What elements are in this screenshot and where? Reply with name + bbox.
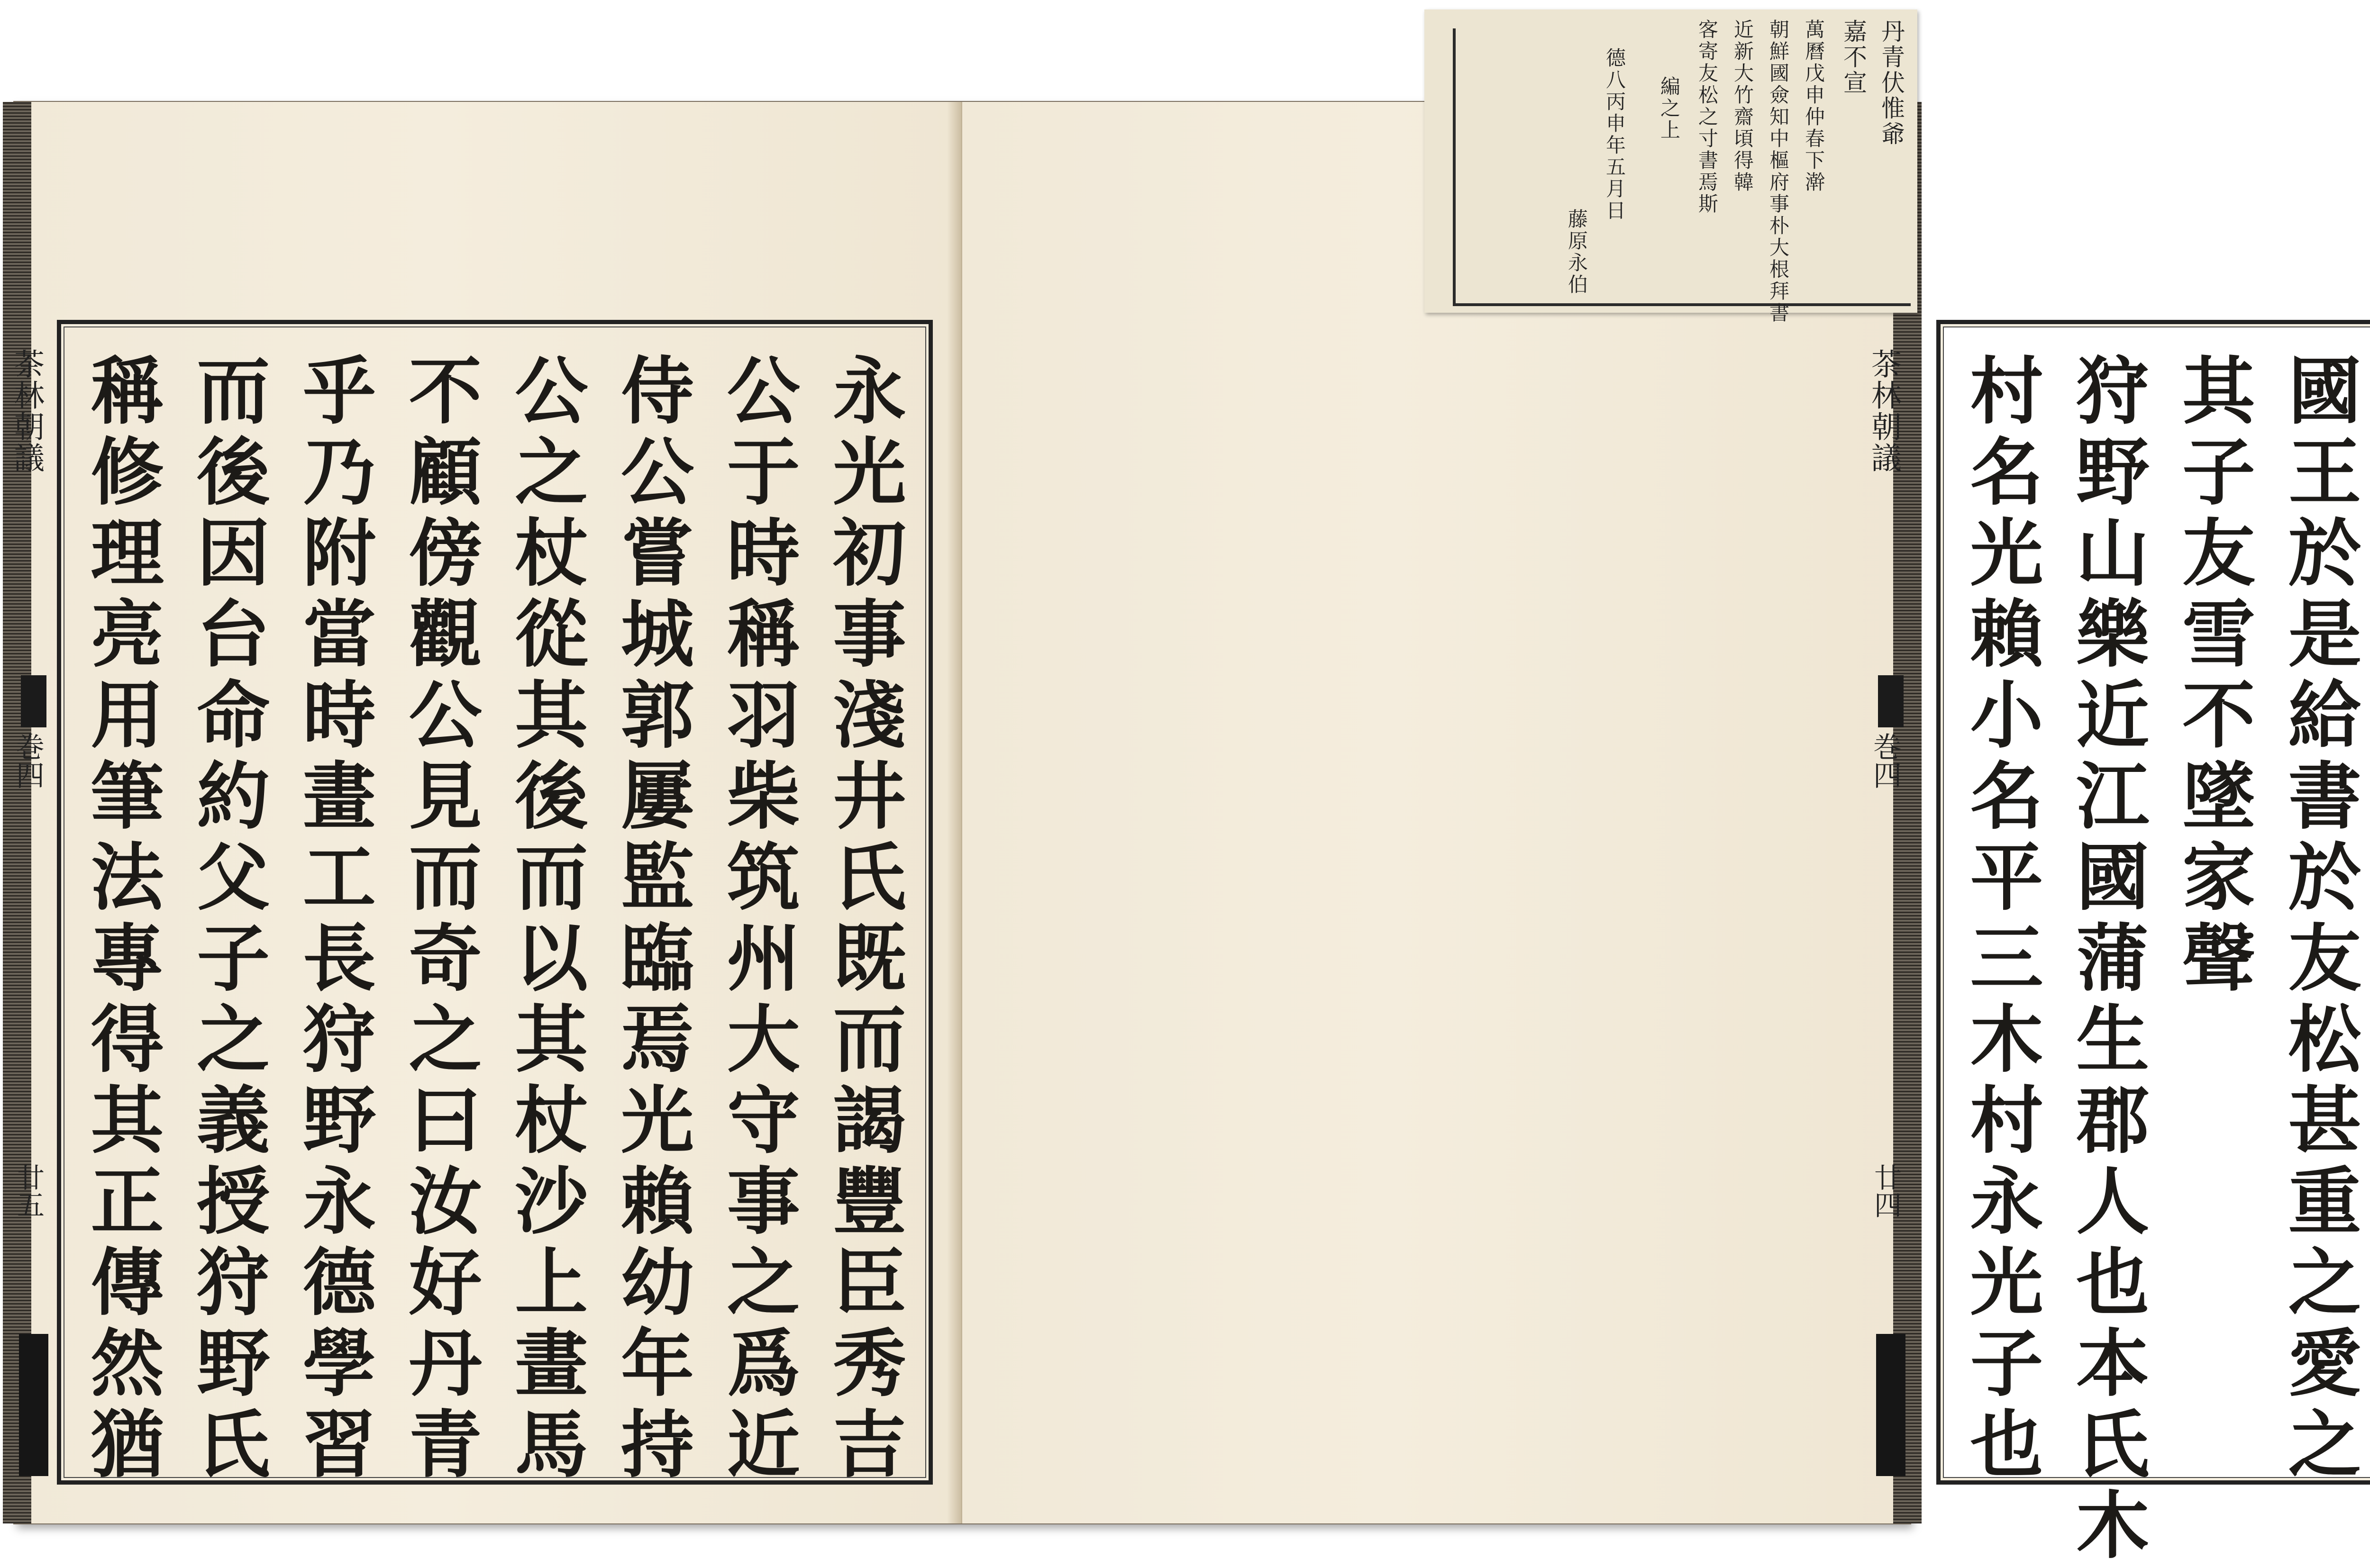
- left-page: [9, 102, 957, 1523]
- text-column: 村名光賴小名平三木村永光子也: [1958, 353, 2044, 1487]
- text-column: 公于時稱羽柴筑州大守事之爲近: [715, 353, 801, 1487]
- right-margin-title: 茶林朝議: [1866, 348, 1901, 473]
- left-margin-label: [9, 102, 48, 1523]
- book-spread: [9, 102, 2362, 1568]
- left-text-frame: [57, 320, 933, 1485]
- left-margin-page: 廿五: [12, 1163, 45, 1218]
- left-text-columns: [79, 353, 907, 1487]
- text-column: 而後因台命約父子之義授狩野氏: [184, 353, 271, 1487]
- fish-tail-mark: [1878, 675, 1904, 727]
- slip-column: 德八丙申年五月日: [1603, 47, 1626, 222]
- slip-column: 嘉不宣: [1840, 19, 1867, 96]
- slip-column: 丹青伏惟爺: [1878, 19, 1905, 147]
- text-column: 其子友雪不墜家聲: [2170, 353, 2256, 1001]
- slip-column: 客寄友松之寸書焉斯: [1695, 19, 1719, 215]
- slip-column: 藤原永伯: [1565, 208, 1588, 296]
- slip-column: 近新大竹齋頃得韓: [1731, 19, 1754, 193]
- fish-tail-mark: [21, 675, 46, 727]
- right-text-columns: [1958, 353, 2370, 1568]
- text-column: 不顧傍觀公見而奇之曰汝好丹青: [397, 353, 483, 1487]
- right-text-frame: [1936, 320, 2370, 1568]
- slip-column: 編之上: [1658, 76, 1681, 141]
- text-column: 公之杖從其後而以其杖沙上畫馬: [502, 353, 589, 1487]
- left-margin-volume: 巻四: [11, 732, 45, 789]
- right-margin-page: 廿四: [1869, 1163, 1902, 1218]
- text-column: 侍公嘗城郭屢監臨焉光賴幼年持: [609, 353, 695, 1487]
- slip-column: 萬曆戊申仲春下澣: [1802, 19, 1825, 193]
- left-margin-block: [19, 1334, 48, 1476]
- overlay-slip: [1424, 9, 1917, 324]
- text-column: 乎乃附當時畫工長狩野永德學習: [291, 353, 377, 1487]
- right-margin-volume: 巻四: [1869, 732, 1902, 789]
- slip-column: 朝鮮國僉知中樞府事朴大根拜書: [1767, 19, 1790, 324]
- right-margin-label: [1866, 102, 1905, 1523]
- right-margin-block: [1876, 1334, 1905, 1476]
- text-column: 永光初事淺井氏既而謁豐臣秀吉: [820, 353, 907, 1487]
- text-column: 狩野山樂近江國蒲生郡人也本氏木: [2064, 353, 2150, 1568]
- text-column: 稱修理亮用筆法專得其正傳然猶: [79, 353, 164, 1487]
- text-column: 國王於是給書於友松甚重之愛之: [2276, 353, 2362, 1487]
- left-margin-title: 茶林朝議: [9, 348, 44, 473]
